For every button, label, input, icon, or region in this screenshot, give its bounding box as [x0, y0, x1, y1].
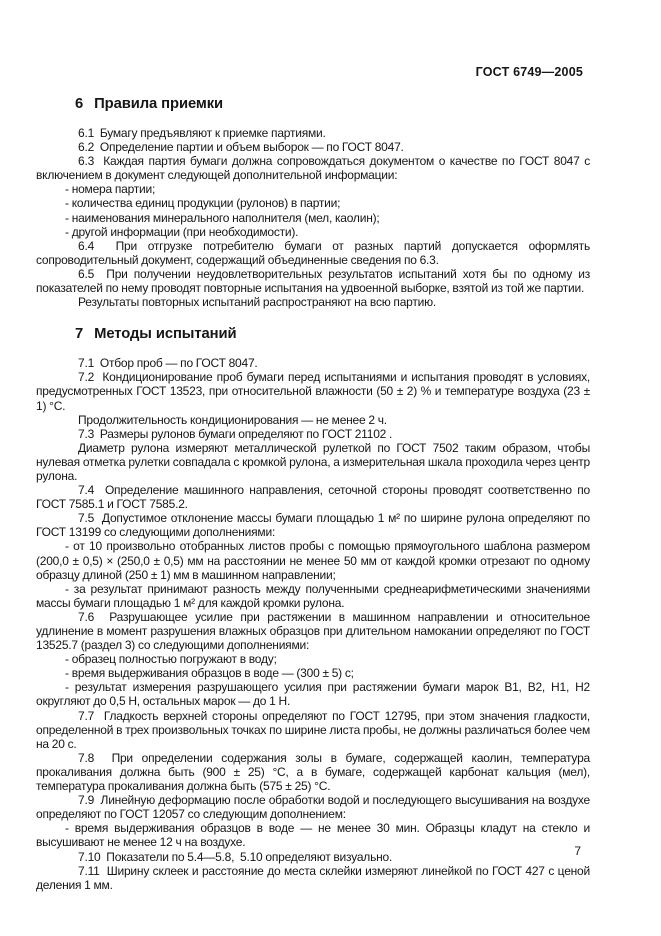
- section-6: [36, 96, 590, 309]
- section-7: [36, 326, 590, 892]
- list-item: - образец полностью погружают в воду;: [65, 652, 277, 667]
- standard-designation: ГОСТ 6749—2005: [475, 65, 583, 79]
- paragraph: 7.3 Размеры рулонов бумаги определяют по ГОСТ 21102 .: [78, 426, 393, 441]
- paragraph: Продолжительность кондиционирования — не менее 2 ч.: [78, 412, 387, 427]
- section-title: Правила приемки: [94, 96, 224, 112]
- paragraph: 6.1 Бумагу предъявляют к приемке партиями.: [78, 126, 326, 140]
- list-item: - наименования минерального наполнителя (мел, каолин);: [65, 210, 380, 225]
- list-item: - результат измерения разрушающего усилия при растяжении бумаги марок В1, В2, Н1, Н2 округляют до 0,5 Н, остальных марок — до 1 Н.: [36, 680, 590, 709]
- list-item: - другой информации (при необходимости).: [65, 224, 299, 239]
- page-header: [36, 66, 590, 79]
- section-heading: [75, 96, 590, 112]
- paragraph: 7.8 При определении содержания золы в бумаге, содержащей каолин, температура прокаливания должна быть (900 ± 25) °С, а в бумаге, содержащей карбонат кальция (мел), температура прокаливания должна быть (575 ± 25) °С.: [36, 750, 590, 794]
- section-heading: [75, 326, 590, 342]
- paragraph: Результаты повторных испытаний распространяют на всю партию.: [78, 295, 436, 310]
- paragraph: 7.2 Кондиционирование проб бумаги перед испытаниями и испытания проводят в условиях, предусмотренных ГОСТ 13523, при относительной влажности (50 ± 2) % и температуре воздуха (23 ± 1) °С.: [36, 370, 590, 413]
- section-number: 6: [75, 96, 84, 112]
- paragraph: Диаметр рулона измеряют металлической рулеткой по ГОСТ 7502 таким образом, чтобы нулевая отметка рулетки совпадала с кромкой рулона, а измерительная шкала проходила через центр рулона.: [36, 440, 590, 483]
- paragraph: 7.5 Допустимое отклонение массы бумаги площадью 1 м² по ширине рулона определяют по ГОСТ 13199 со следующими дополнениями:: [36, 511, 590, 540]
- paragraph: 6.3 Каждая партия бумаги должна сопровождаться документом о качестве по ГОСТ 8047 с включением в документ следующей дополнительной информации:: [36, 154, 590, 183]
- page-footer: [574, 845, 581, 858]
- section-title: Методы испытаний: [94, 326, 237, 343]
- list-item: - время выдерживания образцов в воде — (300 ± 5) с;: [65, 666, 354, 681]
- list-item: - номера партии;: [65, 182, 156, 197]
- list-item: - за результат принимают разность между полученными среднеарифметическими значениями массы бумаги площадью 1 м² для каждой кромки рулона.: [36, 581, 590, 610]
- paragraph: 7.9 Линейную деформацию после обработки водой и последующего высушивания на воздухе определяют по ГОСТ 12057 со следующим дополнением:: [36, 793, 590, 822]
- paragraph: 7.10 Показатели по 5.4—5.8, 5.10 определяют визуально.: [78, 849, 393, 864]
- list-item: - от 10 произвольно отобранных листов пробы с помощью прямоугольного шаблона размером (200,0 ± 0,5) × (250,0 ± 0,5) мм на расстоянии не менее 50 мм от каждой кромки отрезают по одному образцу длиной (250 ± 1) мм в машинном направлении;: [36, 539, 590, 582]
- section-number: 7: [75, 326, 84, 343]
- paragraph: 7.1 Отбор проб — по ГОСТ 8047.: [78, 356, 258, 371]
- paragraph: 7.4 Определение машинного направления, сеточной стороны проводят соответственно по ГОСТ 7585.1 и ГОСТ 7585.2.: [36, 483, 590, 512]
- paragraph: 6.4 При отгрузке потребителю бумаги от разных партий допускается оформлять сопроводительный документ, содержащий объединенные сведения по 6.3.: [36, 238, 590, 267]
- list-item: - время выдерживания образцов в воде — не менее 30 мин. Образцы кладут на стекло и высушивают не менее 12 ч на воздухе.: [36, 821, 590, 850]
- paragraph: 7.7 Гладкость верхней стороны определяют по ГОСТ 12795, при этом значения гладкости, определенной в трех произвольных точках по ширине листа пробы, не должны различаться более чем на 20 с.: [36, 708, 590, 751]
- sections: [36, 96, 590, 892]
- document-content: [36, 66, 590, 892]
- paragraph: 6.5 При получении неудовлетворительных результатов испытаний хотя бы по одному из показателей по нему проводят повторные испытания на удвоенной выборке, взятой из той же партии.: [36, 266, 590, 296]
- page-number: 7: [574, 844, 581, 858]
- paragraph: 7.6 Разрушающее усилие при растяжении в машинном направлении и относительное удлинение в момент разрушения влажных образцов при длительном намокании определяют по ГОСТ 13525.7 (раздел 3) со следующими дополнениями:: [36, 609, 590, 653]
- paragraph: 6.2 Определение партии и объем выборок — по ГОСТ 8047.: [78, 140, 404, 155]
- paragraph: 7.11 Ширину склеек и расстояние до места склейки измеряют линейкой по ГОСТ 427 с ценой деления 1 мм.: [36, 863, 590, 892]
- list-item: - количества единиц продукции (рулонов) в партии;: [65, 196, 341, 211]
